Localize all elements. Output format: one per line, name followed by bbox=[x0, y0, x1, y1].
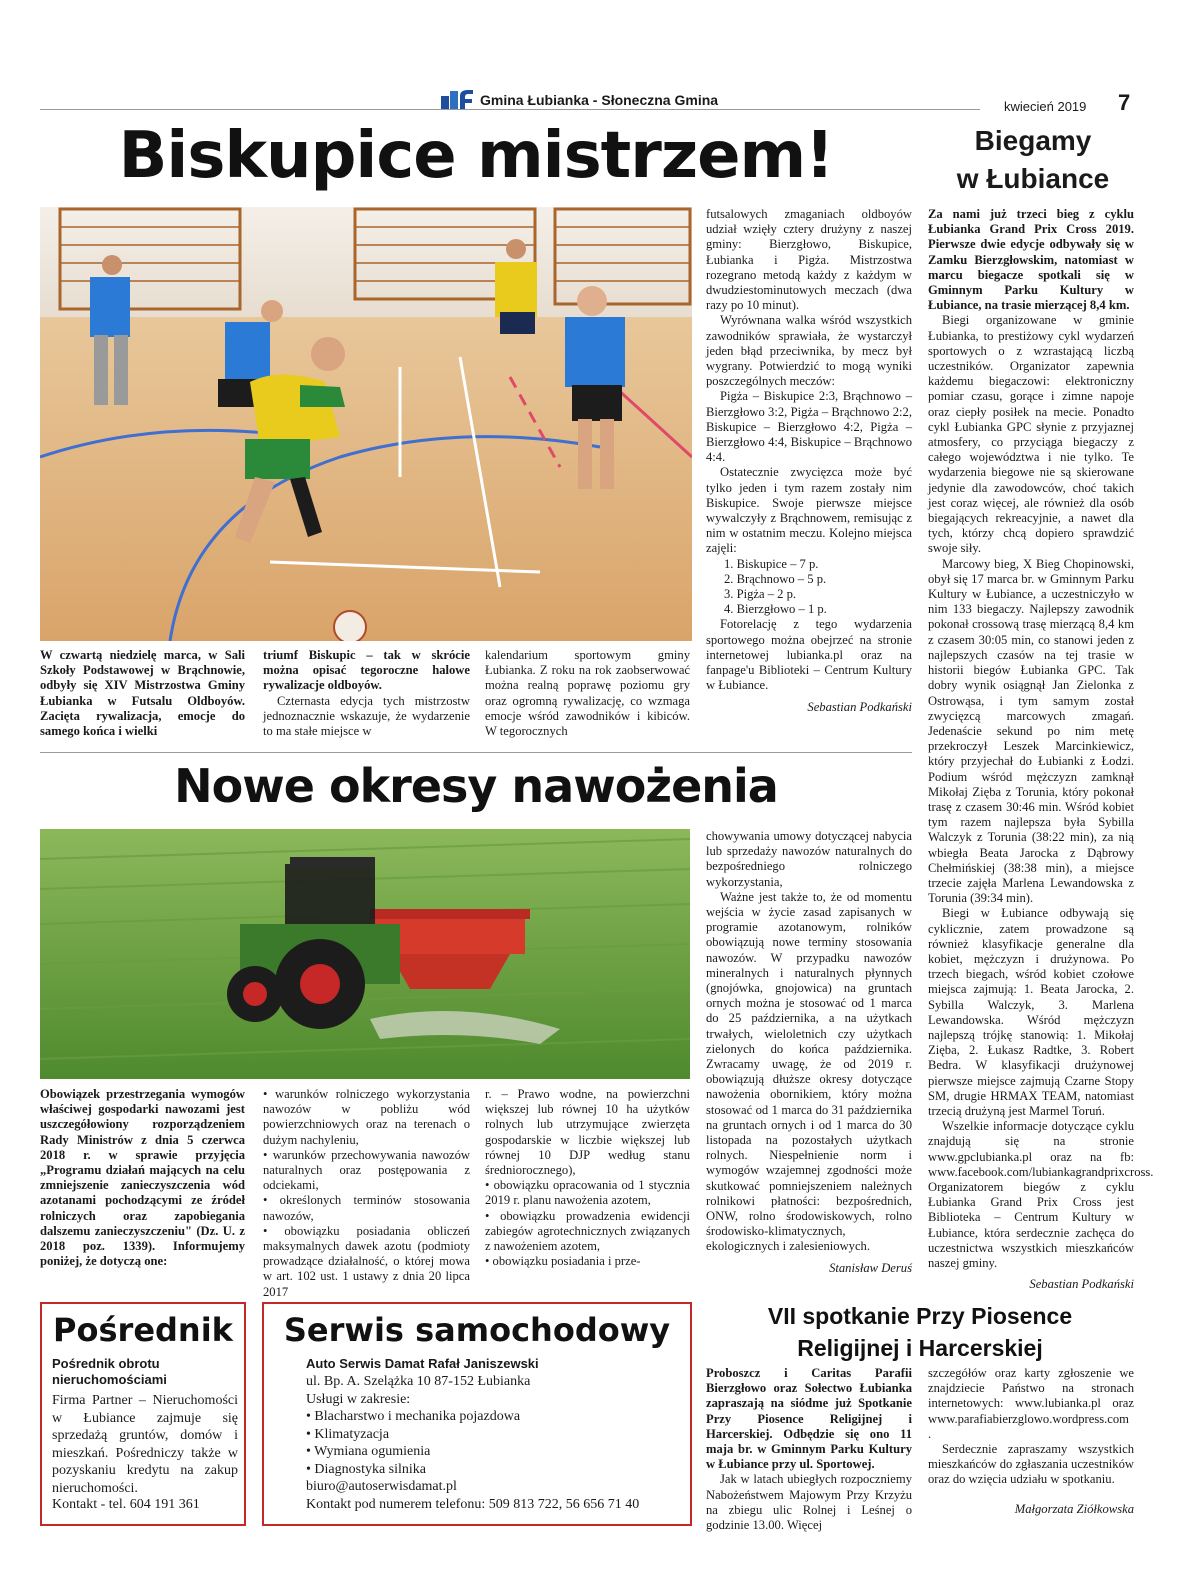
list-item: • obowiązku opracowania od 1 stycznia 2019 r. planu nawożenia azotem, bbox=[485, 1178, 690, 1208]
realtor-ad-subtitle: Pośrednik obrotu nieruchomościami bbox=[52, 1356, 167, 1387]
ranking-item: 2. Brąchnowo – 5 p. bbox=[724, 571, 827, 586]
list-item: • obowiązku posiadania obliczeń maksymalnych dawek azotu (podmioty prowadzące działalność, o której mowa w art. 102 ust. 1 ustawy z dnia 20 lipca 2017 bbox=[263, 1223, 470, 1299]
article-2-author: Stanisław Deruś bbox=[829, 1260, 912, 1275]
list-item: • określonych terminów stosowania nawozów, bbox=[263, 1193, 470, 1223]
article-1-title: Biskupice mistrzem! bbox=[118, 119, 834, 193]
issue-date: kwiecień 2019 bbox=[1004, 99, 1087, 114]
article-1-author: Sebastian Podkański bbox=[807, 699, 912, 714]
article-1-col-3: kalendarium sportowym gminy Łubianka. Z roku na rok zaobserwować można realną poprawę poziomu gry oraz ogromną rywalizację, co wzmaga emocje wśród zawodników i kibiców. W tegorocznych bbox=[485, 648, 690, 739]
header-rule bbox=[40, 109, 980, 110]
sidebar-text: Za nami już trzeci bieg z cyklu Łubianka Grand Prix Cross 2019. Pierwsze dwie edycje odbywały się w Zamku Bierzgłowskim, natomiast w marcu biegacze spotkali się w Gminnym Parku Kultury w Łubiance, na trasie mierzącej 8,4 km. Biegi organizowane w gminie Łubianka, to prestiżowy cykl wydarzeń sportowych o z wzrastającą liczbą uczestników. Organizator zapewnia każdemu biegaczowi: elektroniczny pomiar czasu, gorące i zimne napoje oraz ciepły posiłek na mecie. Ponadto cykl Łubianka GPC słynie z przyjaznej atmosfery, co przyciąga biegaczy z całego województwa i nie tylko. Te wydarzenia biegowe nie są skierowane jedynie dla zawodowców, choć takich jest coraz więcej, ale również dla osób biegających rekreacyjnie, a nawet dla tych, którzy chcą dopiero sprawdzić swoje siły. Marcowy bieg, X Bieg Chopinowski, obył się 17 marca br. w Gminnym Parku Kultury w Łubiance, a uczestniczyło w nim 133 biegaczy. Najlepszy zawodnik pokonał crossową trasę mierzącą 8,4 km z czasem 30:05 min, co stanowi jeden z najlepszych czasów na tej trasie w historii biegów Łubianka GPC. Tak dobry wynik osiągnął Jan Zielonka z Ostrowąsa, i tym samym został zwycięzcą marcowych zmagań. Jedenaście sekund po nim metę przekroczył Leszek Marcinkiewicz, który przyjechał do Łubianki z Łodzi. Podium wśród mężczyzn zamknął Mikołaj Zięba z Torunia, który pokonał trasę z czasem 30:46 min. Wśród kobiet tym razem najlepsza była Sybilla Walczyk z Torunia (38:22 min), za nią wbiegła Beata Jarocka z Dąbrowy Chełmińskiej (38:38 min), a miejsce trzecie zajęła Marlena Lewandowska z Torunia (39:34 min). Biegi w Łubiance odbywają się cyklicznie, zatem prowadzone są również klasyfikacje generalne dla kobiet, mężczyzn i drużynowa. Po trzech biegach, wśród kobiet czołowe miejsca zajmują: 1. Beata Jarocka, 2. Sybilla Walczyk, 3. Marlena Lewandowska. Wśród mężczyzn najlepszą trójkę stanowią: 1. Mikołaj Zięba, 2. Łukasz Radtke, 3. Robert Bedra. W klasyfikacji drużynowej pierwsze miejsce zajmują Czarne Stopy SM, drugie HRMAX TEAM, natomiast trzecią drużyną jest Marmel Toruń. Wszelkie informacje dotyczące cyklu znajdują się na stronie www.gpclubianka.pl oraz na fb: www.facebook.com/lubiankagrandprixcross. Organizatorem biegów z cyklu Łubianka Grand Prix Cross jest Biblioteka – Centrum Kultury w Łubiance, która serdecznie zachęca do uczestnictwa wszystkich mieszkańców naszej gminy. Sebastian Podkański bbox=[928, 207, 1154, 1292]
gmina-logo-icon bbox=[440, 88, 474, 110]
masthead-title: Gmina Łubianka - Słoneczna Gmina bbox=[480, 92, 719, 108]
car-service-item: • Blacharstwo i mechanika pojazdowa bbox=[306, 1409, 521, 1424]
car-service-email[interactable]: biuro@autoserwisdamat.pl bbox=[306, 1479, 457, 1494]
ranking-item: 1. Biskupice – 7 p. bbox=[724, 556, 819, 571]
car-service-phone: Kontakt pod numerem telefonu: 509 813 722, 56 656 71 40 bbox=[306, 1496, 640, 1512]
car-service-item: • Wymiana ogumienia bbox=[306, 1444, 431, 1459]
list-item: • obowiązku prowadzenia ewidencji zabiegów agrotechnicznych związanych z nawożeniem azotem, bbox=[485, 1208, 690, 1254]
article-3-col-2: szczegółów oraz karty zgłoszenie we znajdziecie Państwo na stronach internetowych: www.lubianka.pl oraz www.parafiabierzglowo.wordpress.com . Serdecznie zapraszamy wszystkich mieszkańców do zgłaszania uczestników oraz do wzięcia udziału w spotkaniu. Małgorzata Ziółkowska bbox=[928, 1366, 1134, 1516]
article-1-col-4: futsalowych zmaganiach oldboyów udział wzięły cztery drużyny z naszej gminy: Bierzgłowo, Biskupice, Łubianka i Pigża. Mistrzostwa rozegrano metodą każdy z każdym w dwudziestominutowych meczach (dwa razy po 10 minut). Wyrównana walka wśród wszystkich zawodników sprawiała, że wystarczył jeden błąd przeciwnika, by mecz był wygrany. Potwierdzić to mogą wyniki poszczególnych meczów: Pigża – Biskupice 2:3, Brąchnowo – Bierzgłowo 3:2, Pigża – Brąchnowo 2:2, Biskupice – Bierzgłowo 4:2, Pigża – Bierzgłowo 4:4, Biskupice – Brąchnowo 4:4. Ostatecznie zwycięzca może być tylko jeden i tym razem zostały nim Biskupice. Swoje pierwsze miejsce wywalczyły z Brąchnowem, remisując z nim w ostatnim meczu. Kolejno miejsca zajęli: 1. Biskupice – 7 p. 2. Brąchnowo – 5 p. 3. Pigża – 2 p. 4. Bierzgłowo – 1 p. Fotorelację z tego wydarzenia sportowego można obejrzeć na stronie internetowej lubianka.pl oraz na fanpage'u Biblioteki – Centrum Kultury w Łubiance. Sebastian Podkański bbox=[706, 207, 912, 714]
list-item: • warunków rolniczego wykorzystania nawozów w pobliżu wód powierzchniowych oraz na terenach o dużym nachyleniu, bbox=[263, 1087, 470, 1147]
car-service-services-label: Usługi w zakresie: bbox=[306, 1391, 411, 1407]
sidebar-title: Biegamy w Łubiance bbox=[956, 125, 1110, 194]
car-service-address: ul. Bp. A. Szelążka 10 87-152 Łubianka bbox=[306, 1374, 531, 1389]
futsal-photo bbox=[40, 207, 692, 641]
article-3-title: VII spotkanie Przy Piosence Religijnej i Harcerskiej bbox=[767, 1303, 1073, 1361]
page-number: 7 bbox=[1118, 90, 1131, 115]
article-2-col-1: Obowiązek przestrzegania wymogów właściwej gospodarki nawozami jest uszczegółowiony rozporządzeniem Rady Ministrów z dnia 5 czerwca 2018 r. w sprawie przyjęcia „Programu działań mających na celu zmniejszenie zanieczyszczenia wód azotanami pochodzącymi ze źródeł rolniczych oraz zapobiegania dalszemu zanieczyszczeniu" (Dz. U. z 2018 poz. 1339). Informujemy poniżej, że dotyczą one: bbox=[40, 1087, 245, 1269]
ranking-list bbox=[706, 557, 912, 618]
fertilization-rules-list bbox=[263, 1087, 470, 1300]
article-2-col-3: r. – Prawo wodne, na powierzchni większej lub równej 10 ha użytków rolnych lub utrzymujące zwierzęta gospodarskie w liczbie większej lub równej 10 DJP według stanu średniorocznego), • obowiązku opracowania od 1 stycznia 2019 r. planu nawożenia azotem, • obowiązku prowadzenia ewidencji zabiegów agrotechnicznych związanych z nawożeniem azotem, • obowiązku posiadania i prze- bbox=[485, 1087, 690, 1269]
article-3-author: Małgorzata Ziółkowska bbox=[1014, 1501, 1134, 1516]
article-divider bbox=[40, 752, 912, 753]
ranking-item: 4. Bierzgłowo – 1 p. bbox=[724, 602, 827, 617]
sidebar-author: Sebastian Podkański bbox=[1029, 1277, 1134, 1292]
list-item: • obowiązku posiadania i prze- bbox=[485, 1254, 641, 1269]
car-service-ad bbox=[262, 1302, 692, 1526]
article-2-col-2 bbox=[263, 1087, 470, 1300]
ranking-item: 3. Pigża – 2 p. bbox=[724, 587, 797, 602]
article-2-col-4: chowywania umowy dotyczącej nabycia lub sprzedaży nawozów naturalnych do bezpośredniego rolniczego wykorzystania, Ważne jest także to, że od momentu wejścia w życie zasad zapisanych w programie azotanowym, rolników obowiązują nowe terminy stosowania nawozów. W przypadku nawozów mineralnych i naturalnych płynnych (gnojówka, gnojowica) na gruntach ornych można je stosować od 1 marca do 25 października, a na użytkach trwałych, wieloletnich czy użytkach zielonych do końca października. Zwracamy uwagę, że od 2019 r. obowiązują dłuższe okresy dotyczące nawożenia obornikiem, który można stosować od 1 marca do 31 października na gruntach ornych i od 1 marca do 30 listopada na pozostałych użytkach rolnych. Niespełnienie norm i wymogów wzajemnej zgodności może skutkować pomniejszeniem należnych rolnikowi płatności: bezpośrednich, ONW, rolno środowiskowych, rolno środowisko-klimatycznych, ekologicznych i zalesieniowych. Stanisław Deruś bbox=[706, 829, 912, 1275]
realtor-ad-body: Firma Partner – Nieruchomości w Łubiance zajmuje się sprzedażą gruntów, domów i mieszkań. Pośredniczy także w pozyskaniu kredytu na zakup nieruchomości. bbox=[52, 1393, 238, 1496]
car-service-company: Auto Serwis Damat Rafał Janiszewski bbox=[306, 1356, 539, 1371]
article-1-col-1: W czwartą niedzielę marca, w Sali Szkoły Podstawowej w Brąchnowie, odbyły się XIV Mistrzostwa Gminy Łubianka w Futsalu Oldboyów. Zacięta rywalizacja, emocje do samego końca i wielki bbox=[40, 648, 245, 739]
car-service-ad-title: Serwis samochodowy bbox=[283, 1311, 671, 1349]
article-1-col-2: triumf Biskupic – tak w skrócie można opisać tegoroczne halowe rywalizacje oldboyów. Czternasta edycja tych mistrzostw jednoznacznie wskazuje, że wydarzenie to ma stałe miejsce w bbox=[263, 648, 470, 739]
realtor-ad-contact: Kontakt - tel. 604 191 361 bbox=[52, 1497, 200, 1512]
list-item: • warunków przechowywania nawozów naturalnych oraz postępowania z odciekami, bbox=[263, 1147, 470, 1193]
realtor-ad bbox=[40, 1302, 246, 1526]
article-3-col-1: Proboszcz i Caritas Parafii Bierzgłowo oraz Sołectwo Łubianka zapraszają na siódme już Spotkanie Przy Piosence Religijnej i Harcerskiej. Odbędzie się ono 11 maja br. w Gminnym Parku Kultury w Łubiance przy ul. Sportowej. Jak w latach ubiegłych rozpoczniemy Nabożeństwem Majowym Przy Krzyżu na zbiegu ulic Rolnej i Leśnej o godzinie 13.00. Więcej bbox=[706, 1366, 912, 1533]
realtor-ad-title: Pośrednik bbox=[53, 1311, 233, 1349]
car-service-item: • Klimatyzacja bbox=[306, 1426, 390, 1442]
tractor-photo bbox=[40, 829, 690, 1079]
article-2-title: Nowe okresy nawożenia bbox=[174, 759, 778, 813]
car-service-item: • Diagnostyka silnika bbox=[306, 1461, 426, 1477]
fertilization-rules-list-cont bbox=[485, 1178, 690, 1269]
